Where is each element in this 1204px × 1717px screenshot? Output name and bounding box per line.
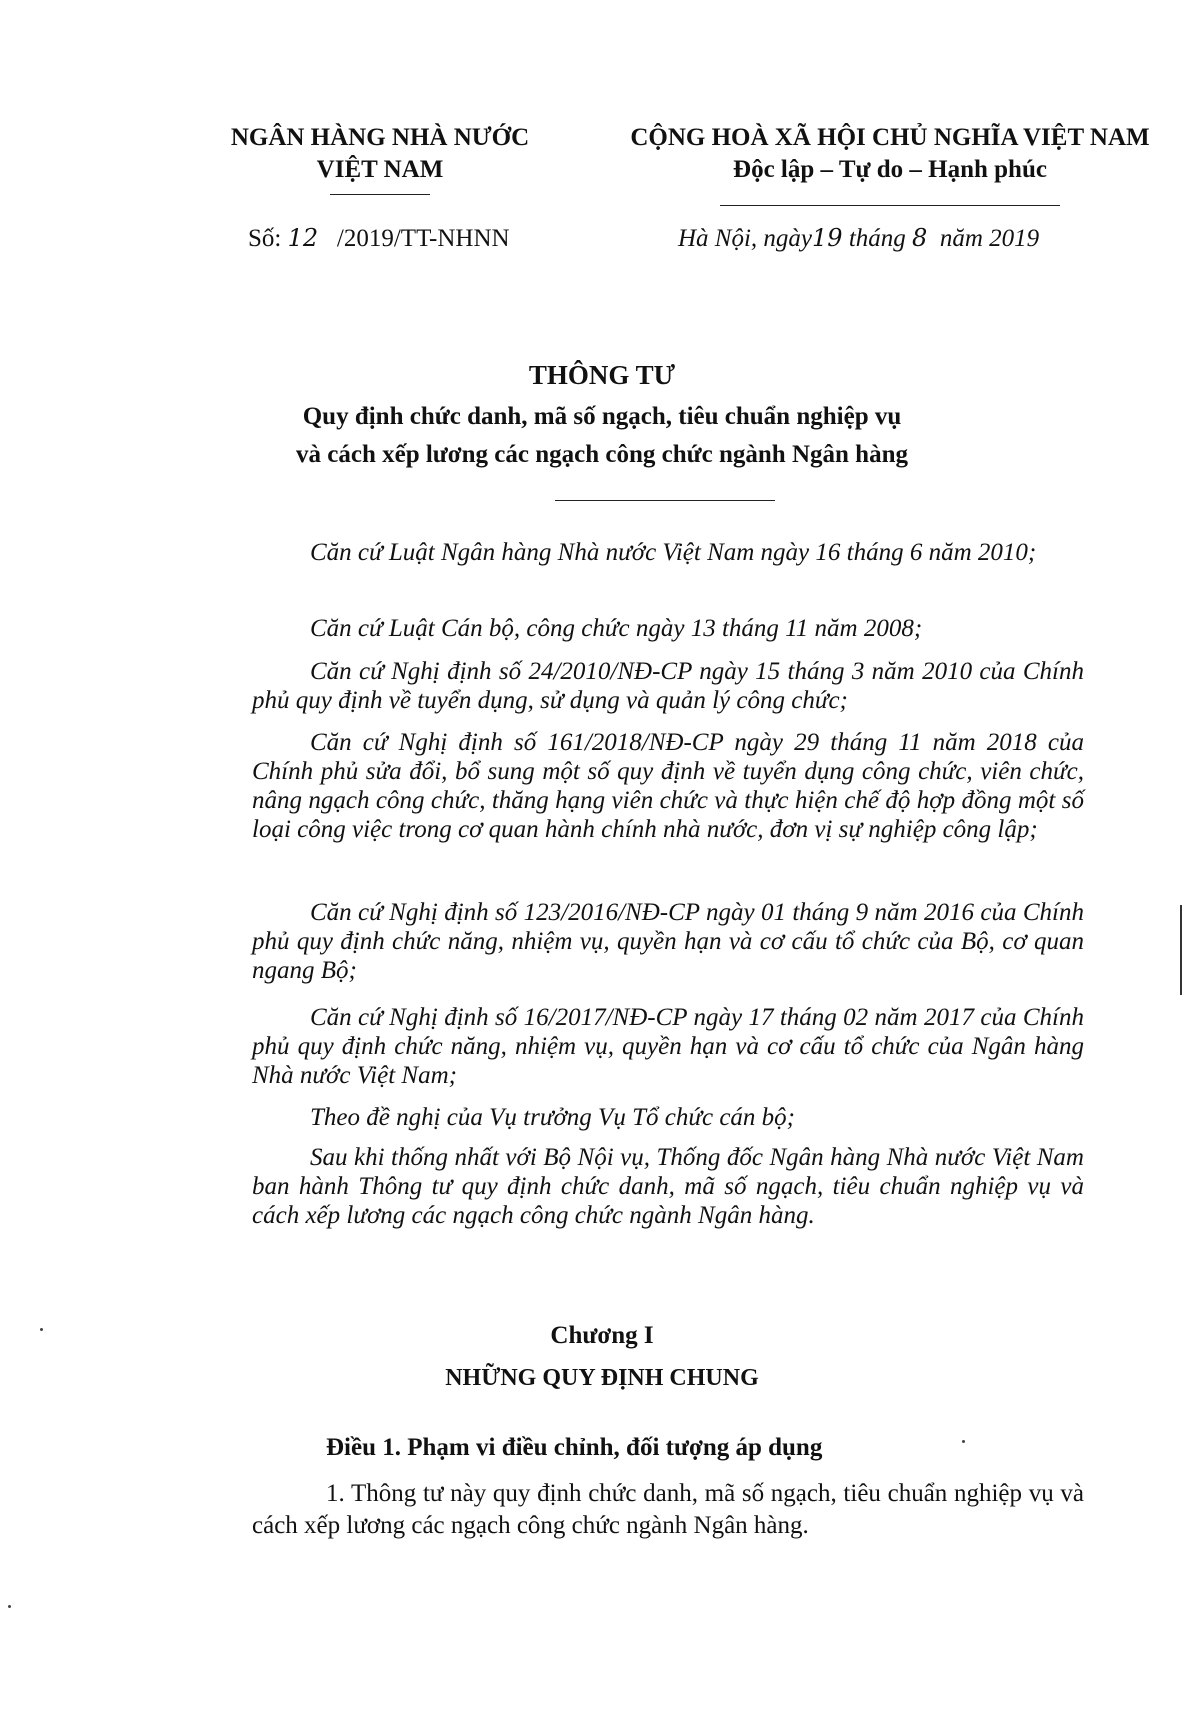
scan-speck: [40, 1328, 43, 1331]
document-type-title: THÔNG TƯ: [528, 360, 676, 390]
date-year: năm 2019: [939, 225, 1040, 252]
doc-number-suffix: /2019/TT-NHNN: [336, 225, 510, 252]
preamble-paragraph: Theo đề nghị của Vụ trưởng Vụ Tổ chức cán bộ;: [310, 1104, 795, 1131]
preamble-paragraph: Căn cứ Nghị định số 161/2018/NĐ-CP ngày 29 tháng 11 năm 2018 của Chính phủ sửa đổi, bổ sung một số quy định về tuyển dụng công chức, viên chức, nâng ngạch công chức, thăng hạng viên chức và thực hiện chế độ hợp đồng một số loại công việc trong cơ quan hành chính nhà nước, đơn vị sự nghiệp công lập;: [252, 729, 1084, 843]
agency-line-1: NGÂN HÀNG NHÀ NƯỚC: [230, 124, 530, 151]
document-subject: [0, 398, 1204, 474]
date-prefix: Hà Nội, ngày: [678, 225, 813, 252]
chapter-title: NHỮNG QUY ĐỊNH CHUNG: [445, 1365, 759, 1391]
preamble-paragraph: Căn cứ Nghị định số 123/2016/NĐ-CP ngày 01 tháng 9 năm 2016 của Chính phủ quy định chức năng, nhiệm vụ, quyền hạn và cơ cấu tổ chức của Bộ, cơ quan ngang Bộ;: [252, 899, 1084, 984]
subject-line-1: Quy định chức danh, mã số ngạch, tiêu chuẩn nghiệp vụ: [302, 403, 902, 430]
agency-underline: [330, 194, 430, 195]
date-month-word: tháng: [848, 225, 906, 252]
subject-line-2: và cách xếp lương các ngạch công chức ngành Ngân hàng: [296, 441, 908, 468]
agency-line-2: VIỆT NAM: [316, 156, 444, 183]
title-underline: [555, 500, 775, 501]
doc-number-prefix: Số:: [248, 225, 282, 252]
preamble-paragraph: Căn cứ Nghị định số 24/2010/NĐ-CP ngày 15 tháng 3 năm 2010 của Chính phủ quy định về tuyển dụng, sử dụng và quản lý công chức;: [252, 658, 1084, 714]
handwritten-number: 12: [287, 224, 319, 252]
issuing-agency: [200, 122, 560, 186]
preamble-paragraph: Căn cứ Luật Cán bộ, công chức ngày 13 tháng 11 năm 2008;: [310, 615, 923, 642]
handwritten-day: 19: [812, 224, 843, 252]
national-motto: Độc lập – Tự do – Hạnh phúc: [733, 156, 1047, 183]
chapter-label: Chương I: [550, 1322, 654, 1349]
preamble-paragraph: Căn cứ Luật Ngân hàng Nhà nước Việt Nam ngày 16 tháng 6 năm 2010;: [310, 539, 1037, 566]
scan-speck: [962, 1440, 965, 1443]
scan-speck: [8, 1605, 11, 1608]
republic-name: CỘNG HOÀ XÃ HỘI CHỦ NGHĨA VIỆT NAM: [630, 124, 1150, 151]
national-header: [620, 122, 1160, 186]
document-date: [678, 222, 1039, 255]
document-number: [248, 222, 510, 255]
article-heading: Điều 1. Phạm vi điều chỉnh, đối tượng áp dụng: [326, 1434, 823, 1461]
preamble-paragraph: Căn cứ Nghị định số 16/2017/NĐ-CP ngày 17 tháng 02 năm 2017 của Chính phủ quy định chức năng, nhiệm vụ, quyền hạn và cơ cấu tổ chức của Ngân hàng Nhà nước Việt Nam;: [252, 1004, 1084, 1089]
scan-margin-mark: [1180, 905, 1182, 995]
preamble-paragraph: Sau khi thống nhất với Bộ Nội vụ, Thống đốc Ngân hàng Nhà nước Việt Nam ban hành Thông tư quy định chức danh, mã số ngạch, tiêu chuẩn nghiệp vụ và cách xếp lương các ngạch công chức ngành Ngân hàng.: [252, 1144, 1084, 1229]
motto-underline: [720, 205, 1060, 206]
handwritten-month: 8: [912, 224, 928, 252]
article-clause: 1. Thông tư này quy định chức danh, mã số ngạch, tiêu chuẩn nghiệp vụ và cách xếp lương các ngạch công chức ngành Ngân hàng.: [252, 1480, 1084, 1539]
